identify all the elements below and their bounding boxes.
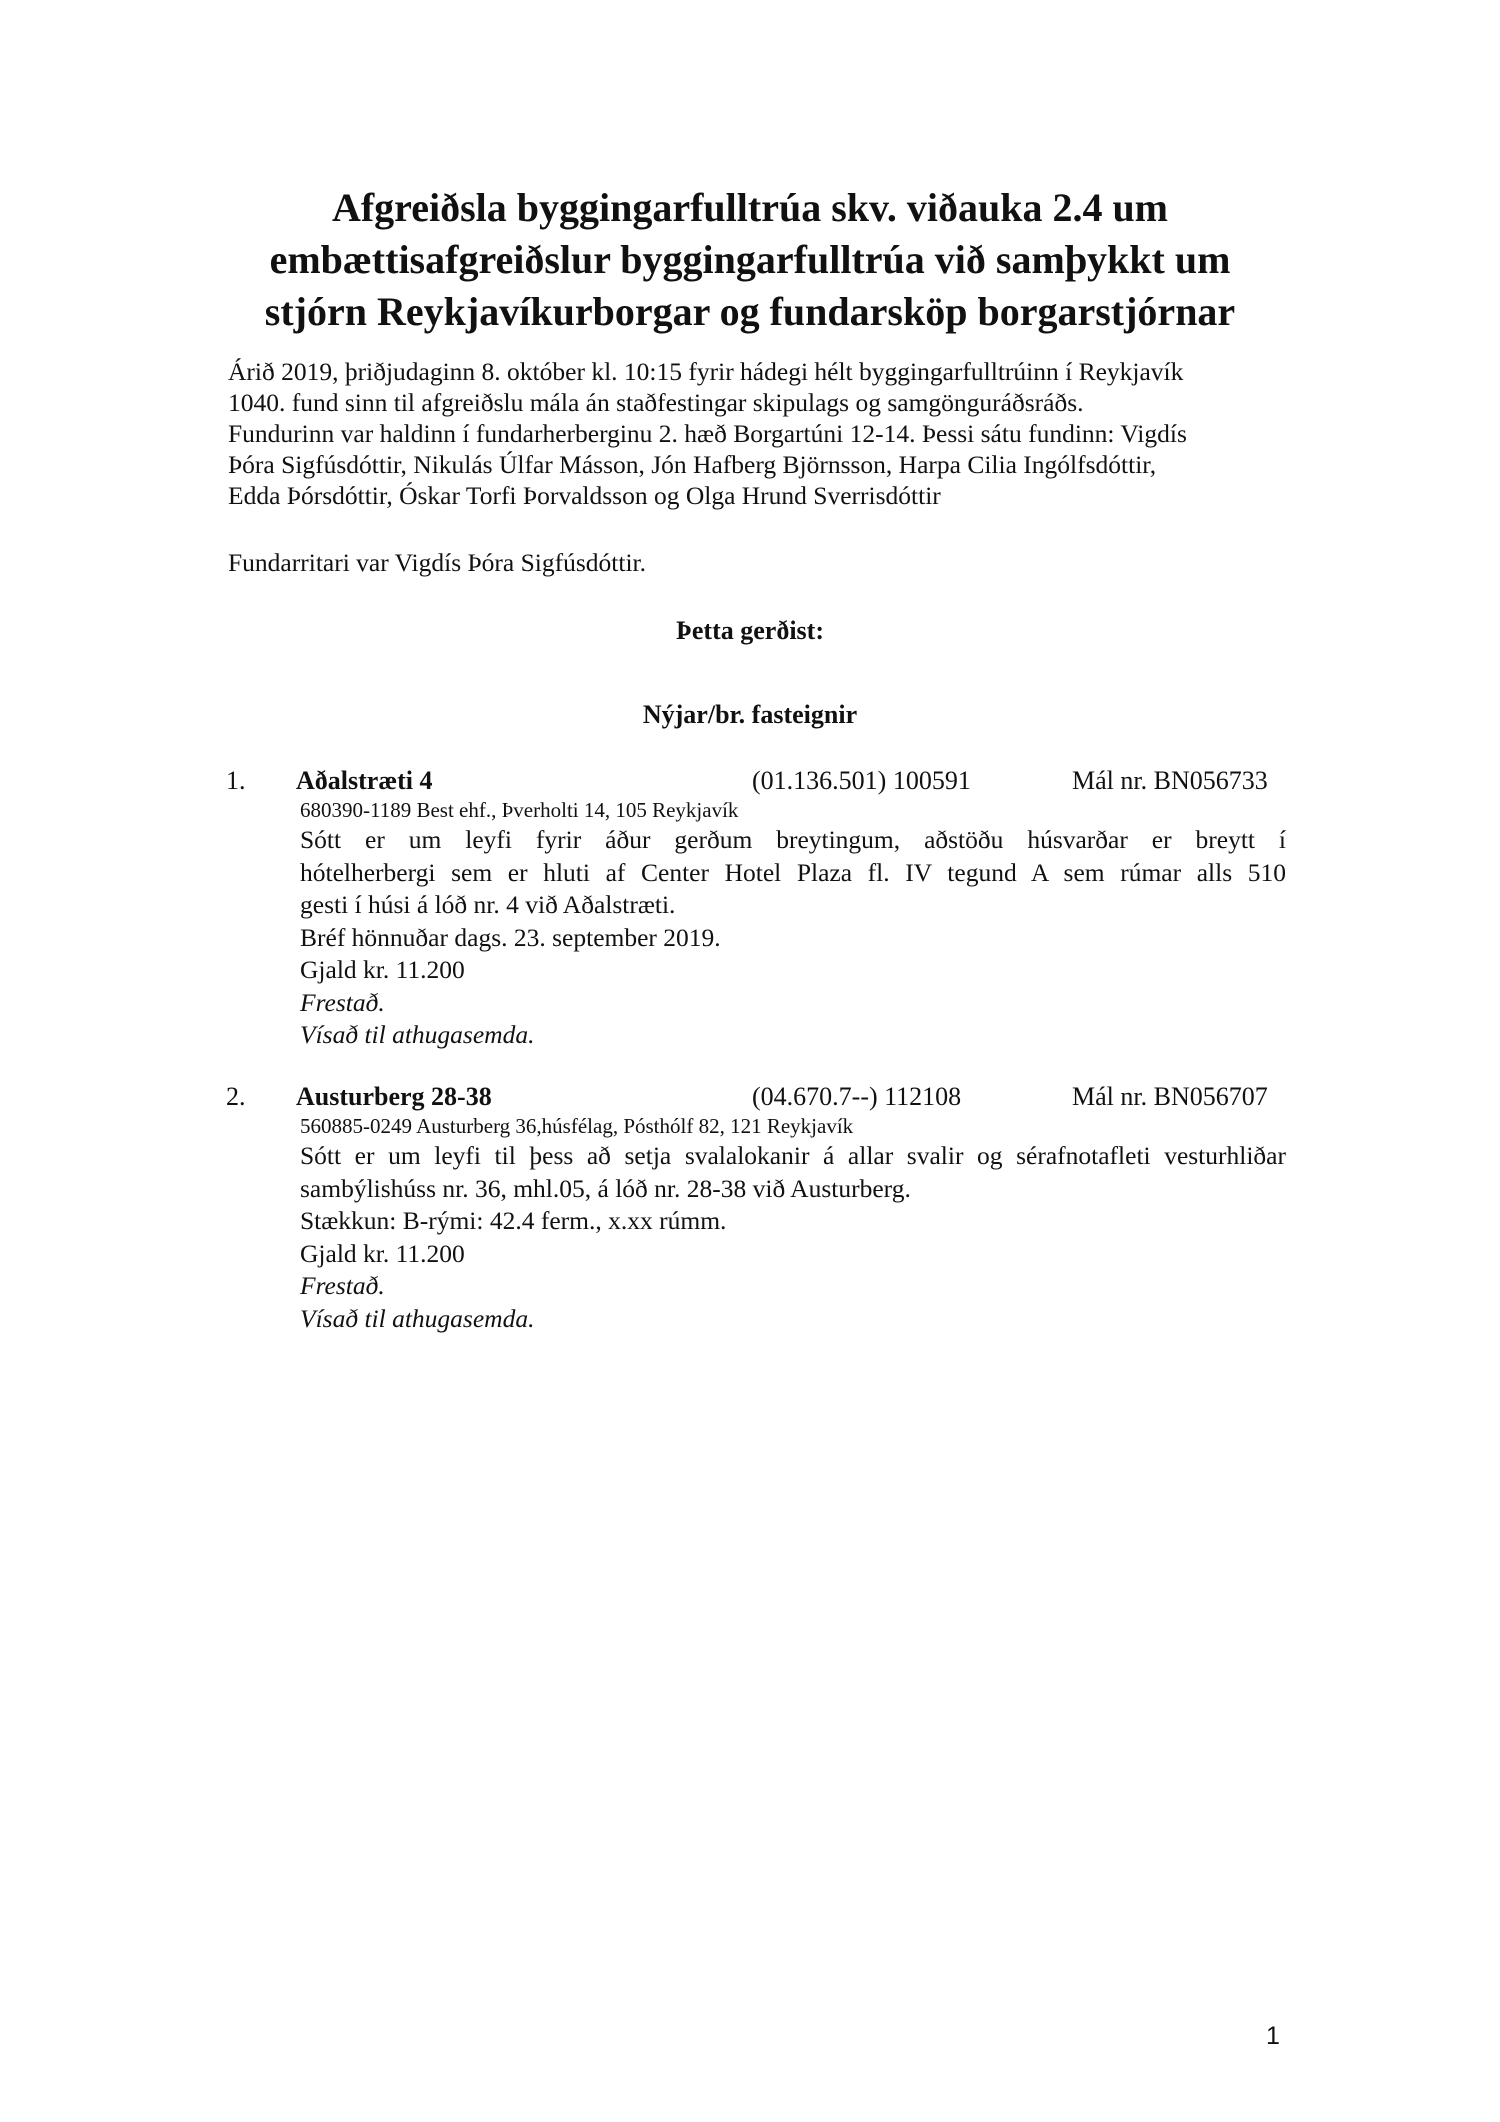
section-heading: Þetta gerðist: [676,616,824,645]
subsection-heading: Nýjar/br. fasteignir [642,700,858,729]
case-applicant: 680390-1189 Best ehf., Þverholti 14, 105 Reykjavík [300,798,739,822]
title-line: Afgreiðsla byggingarfulltrúa skv. viðauka 2.4 um [331,185,1169,230]
case-number-ref: Mál nr. BN056733 [1072,766,1268,795]
case-number-ref: Mál nr. BN056707 [1072,1082,1268,1111]
case-address: Aðalstræti 4 [296,766,433,795]
page-number: 1 [1266,2022,1280,2050]
case-description-line: hótelherbergi sem er hluti af Center Hotel Plaza fl. IV tegund A sem rúmar alls 510 [300,857,1286,887]
intro-line: 1040. fund sinn til afgreiðslu mála án staðfestingar skipulags og samgönguráðsráðs. [228,388,1084,417]
case-detail: Stækkun: B-rými: 42.4 ferm., x.xx rúmm. [300,1206,727,1235]
case-number: 1. [226,766,246,795]
case-plot: (01.136.501) 100591 [752,766,971,795]
case-number: 2. [226,1082,246,1111]
case-body [300,1140,1286,1335]
intro-line: Fundurinn var haldinn í fundarherberginu 2. hæð Borgartúni 12-14. Þessi sátu fundinn: Vigdís [228,419,1187,448]
title-line: stjórn Reykjavíkurborgar og fundarsköp borgarstjórnar [264,289,1236,334]
intro-line: Þóra Sigfúsdóttir, Nikulás Úlfar Másson, Jón Hafberg Björnsson, Harpa Cilia Ingólfsdóttir, [228,450,1157,479]
case-applicant: 560885-0249 Austurberg 36,húsfélag, Pósthólf 82, 121 Reykjavík [300,1114,854,1138]
case-body [300,824,1286,1052]
meeting-intro [228,356,1187,511]
meeting-recorder: Fundarritari var Vigdís Þóra Sigfúsdóttir. [228,548,647,577]
case-detail: Gjald kr. 11.200 [300,1238,465,1268]
intro-line: Edda Þórsdóttir, Óskar Torfi Þorvaldsson og Olga Hrund Sverrisdóttir [228,481,941,510]
case-address: Austurberg 28-38 [296,1082,492,1111]
case-description-line: sambýlishúss nr. 36, mhl.05, á lóð nr. 28-38 við Austurberg. [300,1173,911,1203]
case-status: Vísað til athugasemda. [300,1303,535,1333]
intro-line: Árið 2019, þriðjudaginn 8. október kl. 10:15 fyrir hádegi hélt byggingarfulltrúinn í Reykjavík [228,357,1184,386]
case-status: Vísað til athugasemda. [300,1020,535,1049]
case-status: Frestað. [300,987,385,1017]
case-description-line: Sótt er um leyfi fyrir áður gerðum breytingum, aðstöðu húsvarðar er breytt í [300,825,1286,854]
title-line: embættisafgreiðslur byggingarfulltrúa við samþykkt um [269,237,1231,282]
case-plot: (04.670.7--) 112108 [752,1082,962,1111]
case-status: Frestað. [300,1271,385,1300]
case-description-line: gesti í húsi á lóð nr. 4 við Aðalstræti. [300,890,676,919]
case-description-line: Sótt er um leyfi til þess að setja svalalokanir á allar svalir og sérafnotafleti vesturhliðar [300,1141,1286,1170]
case-detail: Bréf hönnuðar dags. 23. september 2019. [300,922,721,952]
case-detail: Gjald kr. 11.200 [300,955,465,984]
document-title [160,182,1340,338]
